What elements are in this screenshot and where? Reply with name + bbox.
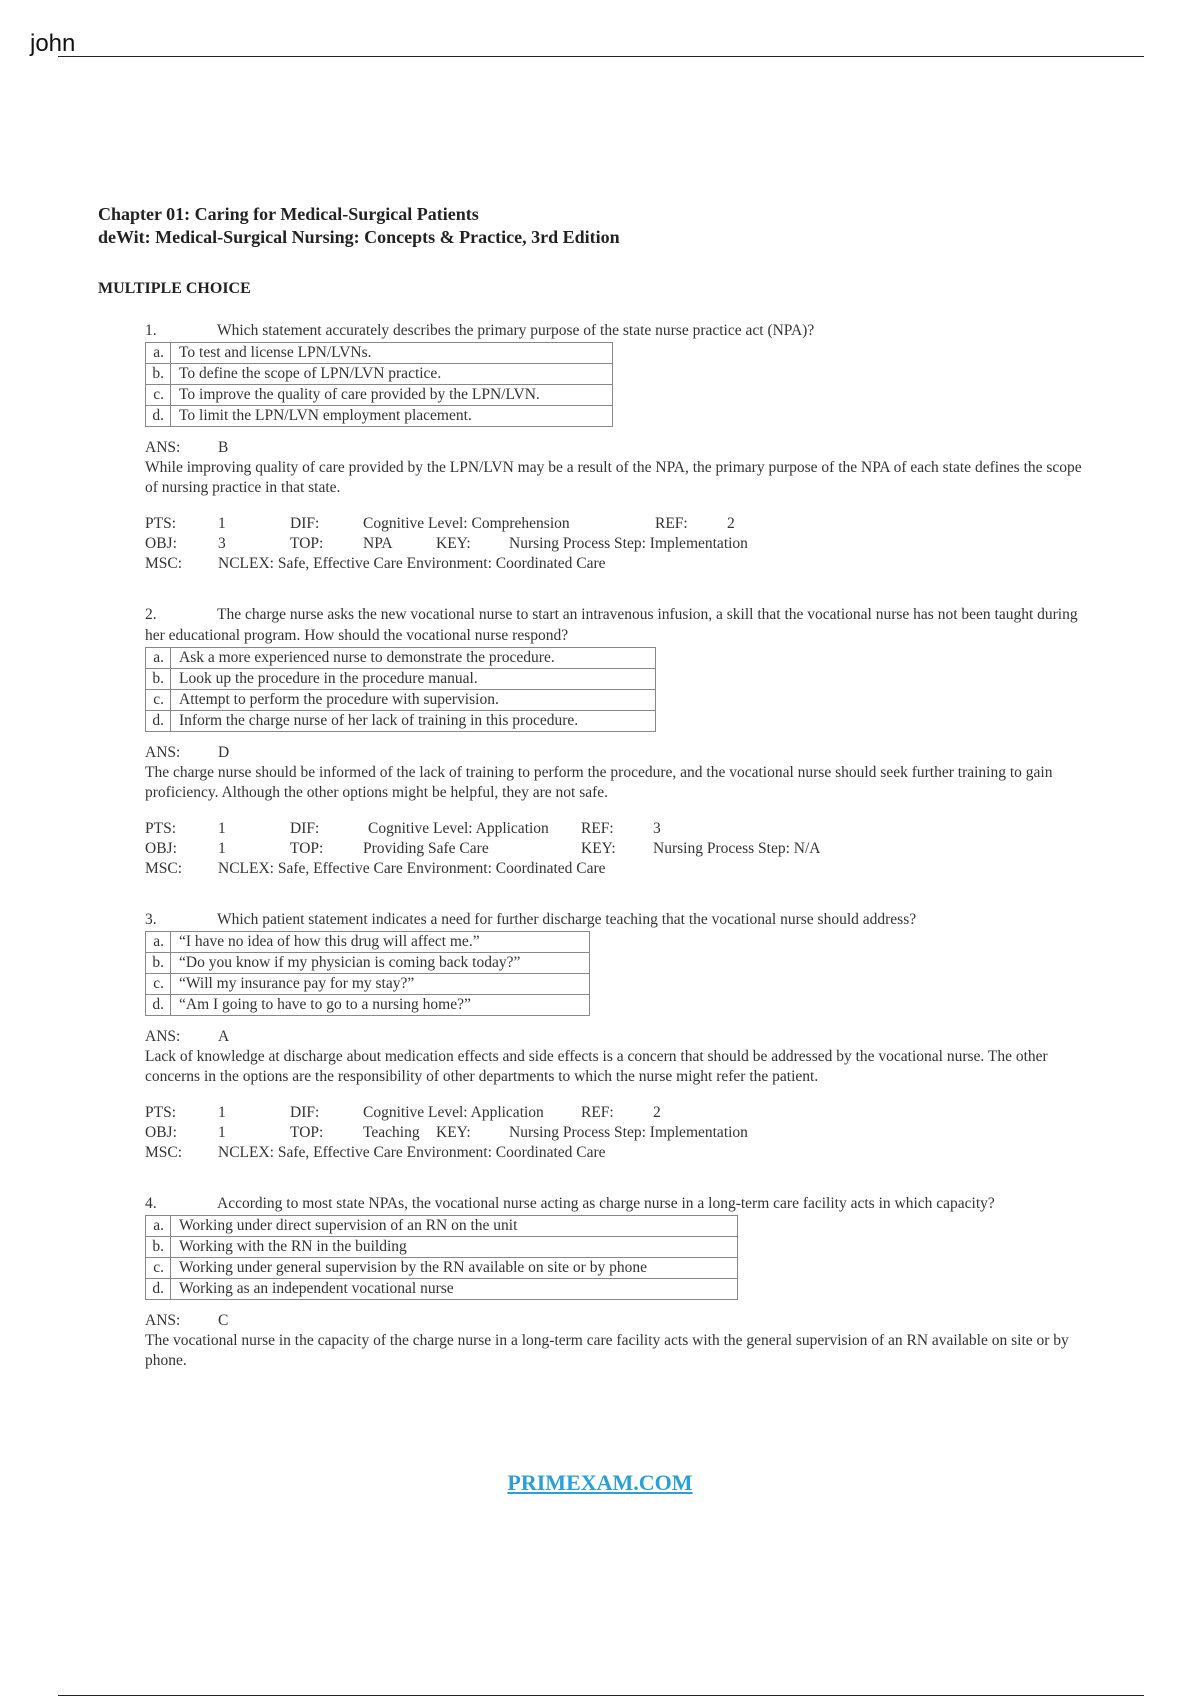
option-letter: a. [146, 932, 171, 953]
question-text [145, 909, 1085, 930]
key-label: KEY: [436, 1124, 471, 1141]
answer-label: ANS: [145, 744, 181, 761]
option-text: Look up the procedure in the procedure manual. [171, 669, 656, 690]
question-number: 1. [145, 322, 157, 339]
dif-value: Cognitive Level: Comprehension [363, 515, 570, 532]
msc-label: MSC: [145, 860, 183, 877]
chapter-title: Chapter 01: Caring for Medical-Surgical Patients [98, 204, 479, 224]
dif-label: DIF: [290, 820, 320, 837]
option-row[interactable] [146, 1237, 738, 1258]
option-letter: b. [146, 364, 171, 385]
dif-label: DIF: [290, 515, 320, 532]
key-value: Nursing Process Step: Implementation [509, 535, 748, 552]
pts-value: 1 [218, 820, 226, 837]
primexam-link[interactable]: PRIMEXAM.COM [507, 1470, 693, 1495]
question-stem: The charge nurse asks the new vocational nurse to start an intravenous infusion, a skill that the vocational nurse has not been taught during her educational program. How should the vocational nurse respond? [145, 606, 1078, 644]
question-text [145, 604, 1085, 646]
options-table [145, 647, 656, 732]
option-row[interactable] [146, 385, 613, 406]
footer-divider [58, 1695, 1144, 1696]
msc-value: NCLEX: Safe, Effective Care Environment: Coordinated Care [218, 555, 606, 572]
pts-label: PTS: [145, 1104, 177, 1121]
options-table [145, 342, 613, 427]
msc-value: NCLEX: Safe, Effective Care Environment: Coordinated Care [218, 1144, 606, 1161]
section-heading: MULTIPLE CHOICE [98, 280, 251, 297]
option-text: To test and license LPN/LVNs. [171, 343, 613, 364]
rationale: The vocational nurse in the capacity of the charge nurse in a long-term care facility acts with the general supervision of an RN available on site or by phone. [145, 1332, 1069, 1369]
top-value: Teaching [363, 1124, 420, 1141]
obj-label: OBJ: [145, 1124, 177, 1141]
ref-value: 3 [653, 820, 661, 837]
option-row[interactable] [146, 648, 656, 669]
option-text: Ask a more experienced nurse to demonstrate the procedure. [171, 648, 656, 669]
option-letter: c. [146, 385, 171, 406]
options-table [145, 931, 590, 1016]
option-letter: a. [146, 343, 171, 364]
answer-line [145, 742, 1085, 763]
question-2 [145, 604, 1085, 879]
option-row[interactable] [146, 932, 590, 953]
option-text: To improve the quality of care provided by the LPN/LVN. [171, 385, 613, 406]
option-letter: c. [146, 974, 171, 995]
option-row[interactable] [146, 1258, 738, 1279]
obj-label: OBJ: [145, 535, 177, 552]
option-letter: a. [146, 1216, 171, 1237]
option-text: “Am I going to have to go to a nursing home?” [171, 995, 590, 1016]
option-letter: b. [146, 953, 171, 974]
option-text: Working under general supervision by the RN available on site or by phone [171, 1258, 738, 1279]
question-text [145, 1193, 1085, 1214]
dif-value: Cognitive Level: Application [363, 1104, 544, 1121]
msc-value: NCLEX: Safe, Effective Care Environment: Coordinated Care [218, 860, 606, 877]
key-value: Nursing Process Step: Implementation [509, 1124, 748, 1141]
obj-label: OBJ: [145, 840, 177, 857]
question-4 [145, 1193, 1085, 1371]
top-label: TOP: [290, 1124, 324, 1141]
top-label: TOP: [290, 840, 324, 857]
pts-label: PTS: [145, 515, 177, 532]
top-value: NPA [363, 535, 393, 552]
answer-line [145, 1310, 1085, 1331]
obj-value: 1 [218, 840, 226, 857]
answer-line [145, 1026, 1085, 1047]
option-letter: c. [146, 690, 171, 711]
question-number: 4. [145, 1195, 157, 1212]
top-label: TOP: [290, 535, 324, 552]
key-label: KEY: [436, 535, 471, 552]
top-value: Providing Safe Care [363, 840, 489, 857]
pts-label: PTS: [145, 820, 177, 837]
answer-label: ANS: [145, 1028, 181, 1045]
question-stem: Which patient statement indicates a need for further discharge teaching that the vocational nurse should address? [217, 911, 917, 928]
obj-value: 1 [218, 1124, 226, 1141]
question-stem: According to most state NPAs, the vocational nurse acting as charge nurse in a long-term care facility acts in which capacity? [217, 1195, 995, 1212]
rationale: The charge nurse should be informed of the lack of training to perform the procedure, and the vocational nurse should seek further training to gain proficiency. Although the other options might be helpful, they are not safe. [145, 764, 1053, 801]
question-3 [145, 909, 1085, 1163]
book-title: deWit: Medical-Surgical Nursing: Concepts & Practice, 3rd Edition [98, 227, 620, 247]
ref-value: 2 [653, 1104, 661, 1121]
option-text: “I have no idea of how this drug will affect me.” [171, 932, 590, 953]
obj-value: 3 [218, 535, 226, 552]
answer-label: ANS: [145, 1312, 181, 1329]
question-metadata [145, 1103, 1085, 1163]
option-letter: b. [146, 1237, 171, 1258]
ref-label: REF: [581, 1104, 614, 1121]
option-text: To define the scope of LPN/LVN practice. [171, 364, 613, 385]
answer-value: A [218, 1028, 230, 1045]
option-row[interactable] [146, 995, 590, 1016]
document-titles [98, 203, 620, 249]
pts-value: 1 [218, 1104, 226, 1121]
key-value: Nursing Process Step: N/A [653, 840, 821, 857]
option-text: Working as an independent vocational nurse [171, 1279, 738, 1300]
header-username: john [30, 30, 76, 57]
option-text: Inform the charge nurse of her lack of training in this procedure. [171, 711, 656, 732]
option-text: Working with the RN in the building [171, 1237, 738, 1258]
option-row[interactable] [146, 364, 613, 385]
answer-value: D [218, 744, 230, 761]
answer-label: ANS: [145, 439, 181, 456]
answer-value: C [218, 1312, 229, 1329]
dif-label: DIF: [290, 1104, 320, 1121]
option-row[interactable] [146, 690, 656, 711]
dif-value: Cognitive Level: Application [368, 820, 549, 837]
option-text: To limit the LPN/LVN employment placement. [171, 406, 613, 427]
ref-value: 2 [727, 515, 735, 532]
option-row[interactable] [146, 669, 656, 690]
answer-line [145, 437, 1085, 458]
pts-value: 1 [218, 515, 226, 532]
question-metadata [145, 819, 1085, 879]
msc-label: MSC: [145, 1144, 183, 1161]
option-text: “Do you know if my physician is coming back today?” [171, 953, 590, 974]
option-row[interactable] [146, 711, 656, 732]
answer-value: B [218, 439, 229, 456]
option-text: Attempt to perform the procedure with supervision. [171, 690, 656, 711]
question-1 [145, 320, 1085, 574]
option-letter: c. [146, 1258, 171, 1279]
rationale: Lack of knowledge at discharge about medication effects and side effects is a concern that should be addressed by the vocational nurse. The other concerns in the options are the responsibility of other departments to which the nurse might refer the patient. [145, 1048, 1048, 1085]
option-letter: d. [146, 1279, 171, 1300]
option-row[interactable] [146, 343, 613, 364]
key-label: KEY: [581, 840, 616, 857]
option-letter: d. [146, 406, 171, 427]
ref-label: REF: [581, 820, 614, 837]
options-table [145, 1215, 738, 1300]
option-letter: d. [146, 995, 171, 1016]
ref-label: REF: [655, 515, 688, 532]
header-divider [58, 56, 1144, 57]
option-letter: d. [146, 711, 171, 732]
question-stem: Which statement accurately describes the primary purpose of the state nurse practice act (NPA)? [217, 322, 815, 339]
option-text: “Will my insurance pay for my stay?” [171, 974, 590, 995]
option-text: Working under direct supervision of an RN on the unit [171, 1216, 738, 1237]
option-row[interactable] [146, 953, 590, 974]
option-letter: a. [146, 648, 171, 669]
question-metadata [145, 514, 1085, 574]
option-row[interactable] [146, 1216, 738, 1237]
question-number: 2. [145, 606, 157, 623]
option-row[interactable] [146, 406, 613, 427]
option-row[interactable] [146, 974, 590, 995]
question-number: 3. [145, 911, 157, 928]
rationale: While improving quality of care provided by the LPN/LVN may be a result of the NPA, the primary purpose of the NPA of each state defines the scope of nursing practice in that state. [145, 459, 1082, 496]
option-row[interactable] [146, 1279, 738, 1300]
msc-label: MSC: [145, 555, 183, 572]
question-text [145, 320, 1085, 341]
option-letter: b. [146, 669, 171, 690]
